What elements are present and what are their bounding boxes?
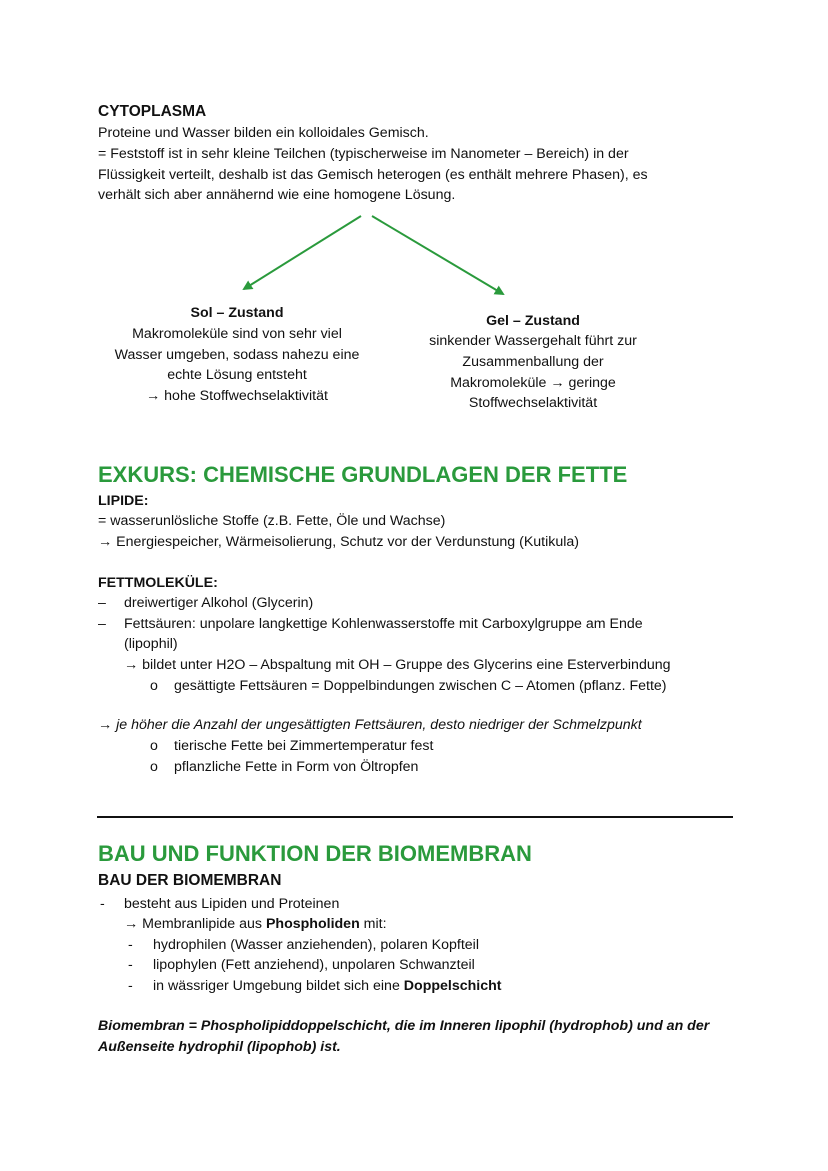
fett-dash-2: – xyxy=(98,616,106,632)
fett-item-2-cont: (lipophil) xyxy=(124,636,178,652)
fett-dash-1: – xyxy=(98,595,106,611)
conclusion-bullet-2: o xyxy=(150,759,158,775)
bau-sub-item-3: in wässriger Umgebung bildet sich eine Doppelschicht xyxy=(153,978,502,994)
fett-item-1: dreiwertiger Alkohol (Glycerin) xyxy=(124,595,314,611)
cytoplasma-line-4: verhält sich aber annähernd wie eine homogene Lösung. xyxy=(98,187,456,203)
bau-item-1: besteht aus Lipiden und Proteinen xyxy=(124,896,340,912)
fett-heading: FETTMOLEKÜLE: xyxy=(98,575,218,591)
arrow-to-gel xyxy=(372,216,503,294)
fett-subsub: gesättigte Fettsäuren = Doppelbindungen zwischen C – Atomen (pflanz. Fette) xyxy=(174,678,667,694)
gel-line-4: Stoffwechselaktivität xyxy=(468,395,598,411)
fett-item-2: Fettsäuren: unpolare langkettige Kohlenwasserstoffe mit Carboxylgruppe am Ende xyxy=(124,616,643,632)
gel-line-3: Makromoleküle → geringe xyxy=(450,375,616,391)
arrow-to-sol xyxy=(244,216,361,289)
gel-title: Gel – Zustand xyxy=(486,313,580,329)
cytoplasma-line-2: = Feststoff ist in sehr kleine Teilchen (typischerweise im Nanometer – Bereich) in der xyxy=(98,146,629,162)
bau-sub-dash-2: - xyxy=(128,957,133,973)
sol-line-4: → hohe Stoffwechselaktivität xyxy=(146,388,328,404)
cytoplasma-line-1: Proteine und Wasser bilden ein kolloidales Gemisch. xyxy=(98,125,429,141)
sol-line-1: Makromoleküle sind von sehr viel xyxy=(132,326,342,342)
bau-item-1-sub: → Membranlipide aus Phospholiden mit: xyxy=(124,916,387,932)
lipide-line-2: → Energiespeicher, Wärmeisolierung, Schutz vor der Verdunstung (Kutikula) xyxy=(98,534,580,550)
sol-line-2: Wasser umgeben, sodass nahezu eine xyxy=(114,347,360,363)
bau-sub-item-2: lipophylen (Fett anziehend), unpolaren Schwanzteil xyxy=(153,957,475,973)
sol-title: Sol – Zustand xyxy=(190,305,284,321)
lipide-line-1: = wasserunlösliche Stoffe (z.B. Fette, Öle und Wachse) xyxy=(98,513,446,529)
bau-sub-dash-1: - xyxy=(128,937,133,953)
fett-sub: → bildet unter H2O – Abspaltung mit OH – Gruppe des Glycerins eine Esterverbindung xyxy=(124,657,671,673)
sol-line-3: echte Lösung entsteht xyxy=(167,367,307,383)
conclusion-bullet-1: o xyxy=(150,738,158,754)
gel-line-2: Zusammenballung der xyxy=(462,354,604,370)
bau-sub-item-1: hydrophilen (Wasser anziehenden), polaren Kopfteil xyxy=(153,937,479,953)
section-divider xyxy=(97,816,733,818)
bau-subheading: BAU DER BIOMEMBRAN xyxy=(98,872,282,889)
conclusion-item-2: pflanzliche Fette in Form von Öltropfen xyxy=(174,759,419,775)
cytoplasma-line-3: Flüssigkeit verteilt, deshalb ist das Gemisch heterogen (es enthält mehrere Phasen), es xyxy=(98,167,648,183)
bau-sub-dash-3: - xyxy=(128,978,133,994)
lipide-heading: LIPIDE: xyxy=(98,493,149,509)
schmelzpunkt-conclusion: → je höher die Anzahl der ungesättigten Fettsäuren, desto niedriger der Schmelzpunkt xyxy=(98,717,642,733)
fett-bullet: o xyxy=(150,678,158,694)
exkurs-heading: EXKURS: CHEMISCHE GRUNDLAGEN DER FETTE xyxy=(98,462,628,487)
gel-line-1: sinkender Wassergehalt führt zur xyxy=(429,333,637,349)
biomembran-definition-2: Außenseite hydrophil (lipophob) ist. xyxy=(98,1039,341,1055)
biomembran-heading: BAU UND FUNKTION DER BIOMEMBRAN xyxy=(98,841,532,866)
biomembran-definition-1: Biomembran = Phospholipiddoppelschicht, die im Inneren lipophil (hydrophob) und an der xyxy=(98,1018,710,1034)
conclusion-item-1: tierische Fette bei Zimmertemperatur fest xyxy=(174,738,434,754)
cytoplasma-heading: CYTOPLASMA xyxy=(98,103,207,120)
bau-dash-1: - xyxy=(100,896,105,912)
